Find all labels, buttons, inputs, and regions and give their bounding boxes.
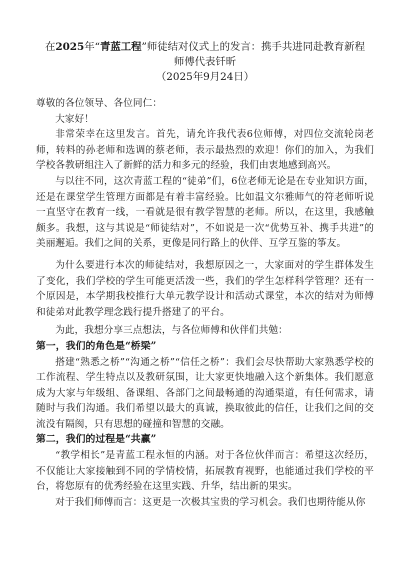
title-text-3: ”师徒结对仪式上的发言：携手共进同赴教育新程 [141,41,366,53]
title-year: 2025 [55,41,85,53]
salutation: 尊敬的各位领导、各位同仁： [36,98,163,109]
paragraph-difference: 与以往不同，这次青蓝工程的“徒弟”们，6位老师无论是在专业知识方面，还是在课堂学生管理方面都是有着丰富经验。比如温文尔雅师气的符老师听说一直坚守在教育一线，一看就是很有教学智慧的老师。所以，在这里，我感触颇多。我想，这与其说是“师徒结对”，不如说是一次“优势互补、携手共进”的美丽邂逅。我们之间的关系，更像是同行路上的伙伴、互学互鉴的筝友。 [36,175,374,250]
paragraph-welcome: 非常荣幸在这里发言。首先，请允许我代表6位师傅，对四位交流轮岗老师，转料的孙老师和选调的蔡老师，表示最热烈的欢迎！你们的加入，为我们学校各教研组注入了新鲜的活力和多元的经验，我们由衷地感到高兴。 [36,129,374,172]
heading-role-bridge: 第一，我们的角色是“桥梁” [36,340,157,352]
title-text-1: 在 [44,41,56,53]
paragraph-intro-points: 为此，我想分享三点想法，与各位师傅和伙伴们共勉： [55,325,288,337]
paragraph-mentors: 对于我们师傅而言：这更是一次极其宝贵的学习机会。我们也期待能从你 [55,496,366,508]
speech-title [36,40,374,55]
paragraph-reasons: 为什么要进行本次的师徒结对，我想原因之一，大家面对的学生群体发生了变化，我们学校的学生可能更活泼一些，我们的学生怎样科学管理？还有一个原因是，本学期我校推行大单元教学设计和活动式课堂，本次的结对为师傅和徒弟对此教学理念践行提升搭建了的平台。 [36,259,374,318]
paragraph-mutual-growth: “教学相长”是青蓝工程永恒的内涵。对于各位伙伴而言：希望这次经历，不仅能让大家接触到不同的学情校情，拓展教育视野，也能通过我们学校的平台，将您原有的优秀经验在这里实践、升华，结出新的果实。 [36,450,374,493]
title-text-2: 年“ [84,41,100,53]
greeting: 大家好！ [55,113,94,125]
heading-process-winwin: 第二，我们的过程是“共赢” [36,434,157,446]
title-project-name: 青蓝工程 [99,41,142,53]
speaker-line: 师傅代表钎昕 [173,56,237,68]
speech-date: （2025年9月24日） [155,71,255,83]
paragraph-bridge: 搭建“熟悉之桥”“沟通之桥”“信任之桥”：我们会尽快帮助大家熟悉学校的工作流程、学生特点以及教研氛围，让大家更快地融入这个新集体。我们愿意成为大家与年级组、备课组、各部门之间最畅通的沟通渠道，有任何需求，请随时与我们沟通。我们希望以最大的真诚，换取彼此的信任，让我们之间的交流没有隔阂，只有思想的碰撞和智慧的交融。 [36,356,374,430]
